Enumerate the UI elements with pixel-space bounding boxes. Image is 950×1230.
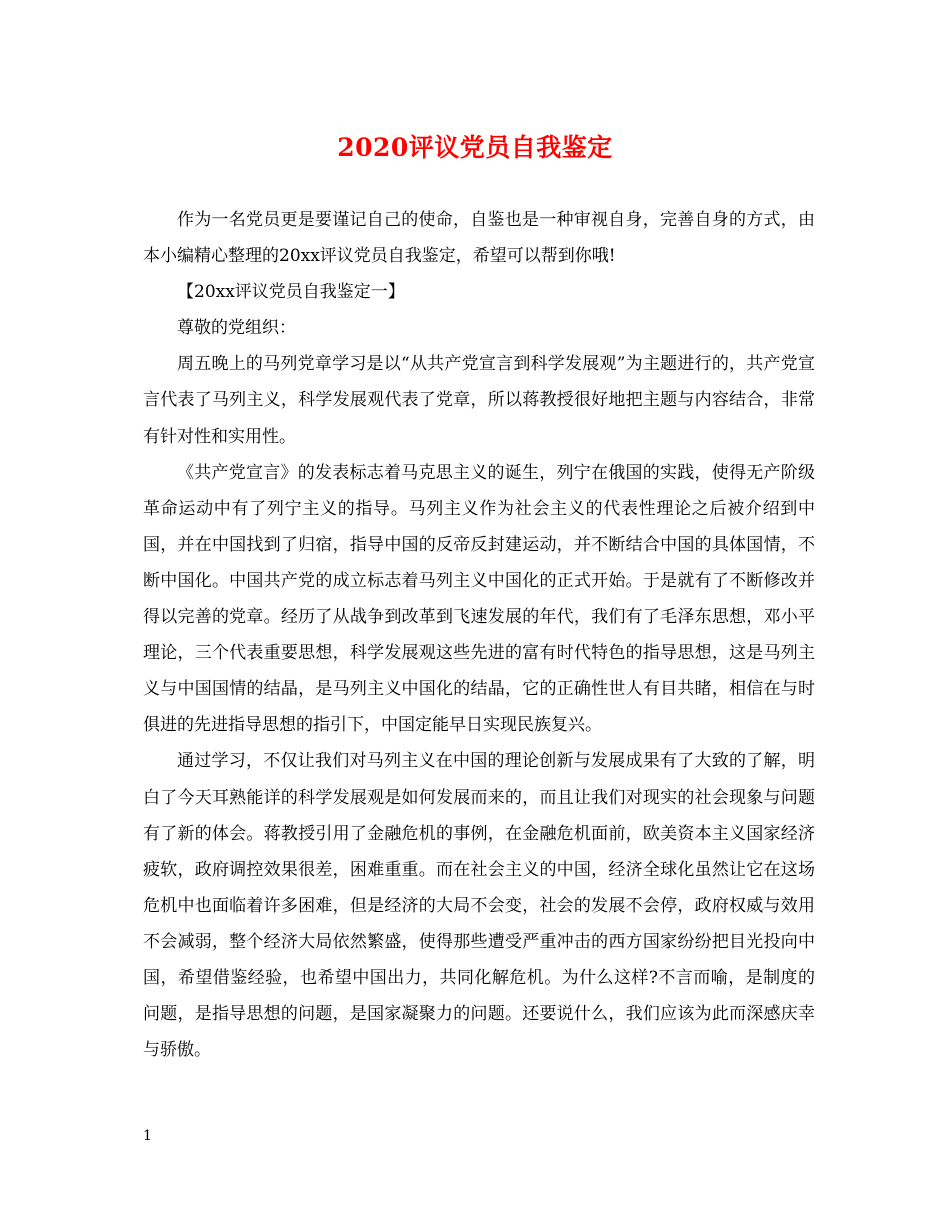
body-paragraph: 《共产党宣言》的发表标志着马克思主义的诞生，列宁在俄国的实践，使得无产阶级革命运动中有了列宁主义的指导。马列主义作为社会主义的代表性理论之后被介绍到中国，并在中国找到了归宿，指导中国的反帝反封建运动，并不断结合中国的具体国情，不断中国化。中国共产党的成立标志着马列主义中国化的正式开始。于是就有了不断修改并得以完善的党章。经历了从战争到改革到飞速发展的年代，我们有了毛泽东思想，邓小平理论，三个代表重要思想，科学发展观这些先进的富有时代特色的指导思想，这是马列主义与中国国情的结晶，是马列主义中国化的结晶，它的正确性世人有目共睹，相信在与时俱进的先进指导思想的指引下，中国定能早日实现民族复兴。: [143, 462, 815, 736]
salutation: 尊敬的党组织：: [177, 318, 296, 339]
section-heading: 【20xx评议党员自我鉴定一】: [177, 282, 405, 303]
body-paragraph: 周五晚上的马列党章学习是以“从共产党宣言到科学发展观”为主题进行的，共产党宣言代表了马列主义，科学发展观代表了党章，所以蒋教授很好地把主题与内容结合，非常有针对性和实用性。: [143, 354, 815, 447]
intro-paragraph: 作为一名党员更是要谨记自己的使命，自鉴也是一种审视自身，完善自身的方式，由本小编精心整理的20xx评议党员自我鉴定，希望可以帮到你哦!: [143, 210, 815, 267]
document-title: 2020评议党员自我鉴定: [337, 133, 613, 162]
body-paragraph: 通过学习，不仅让我们对马列主义在中国的理论创新与发展成果有了大致的了解，明白了今天耳熟能详的科学发展观是如何发展而来的，而且让我们对现实的社会现象与问题有了新的体会。蒋教授引用了金融危机的事例，在金融危机面前，欧美资本主义国家经济疲软，政府调控效果很差，困难重重。而在社会主义的中国，经济全球化虽然让它在这场危机中也面临着许多困难，但是经济的大局不会变，社会的发展不会停，政府权威与效用不会减弱，整个经济大局依然繁盛，使得那些遭受严重冲击的西方国家纷纷把目光投向中国，希望借鉴经验，也希望中国出力，共同化解危机。为什么这样?不言而喻，是制度的问题，是指导思想的问题，是国家凝聚力的问题。还要说什么，我们应该为此而深感庆幸与骄傲。: [143, 751, 815, 1061]
page-number: 1: [143, 1128, 152, 1144]
document-body: [143, 202, 815, 1068]
